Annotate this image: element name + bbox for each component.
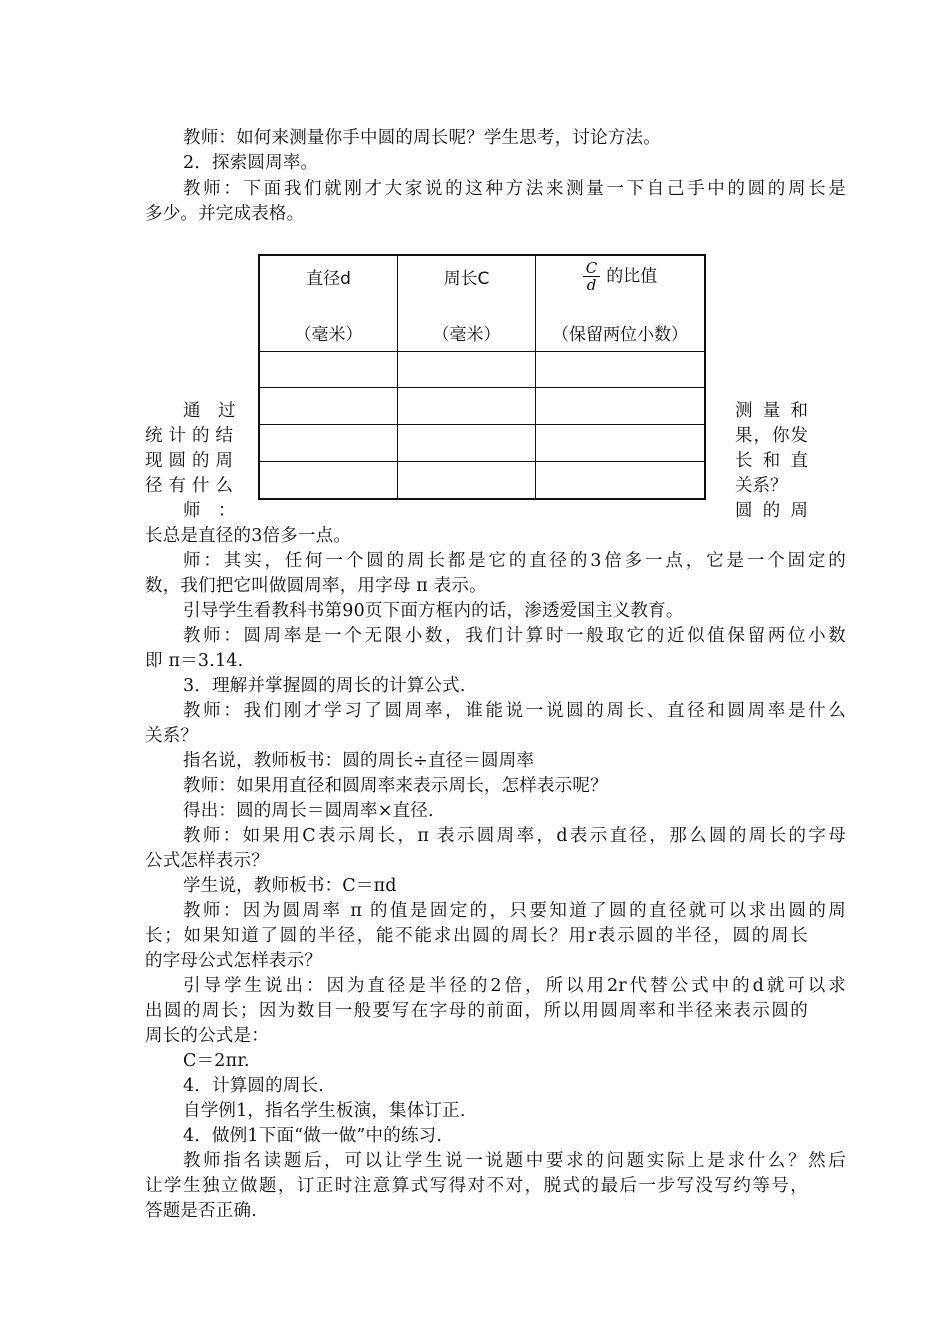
section-heading: 4．计算圆的周长. [183, 1076, 324, 1096]
header-label: 周长C [443, 269, 490, 289]
paragraph-line: 引导学生说出：因为直径是半径的2倍，所以用2r代替公式中的d就可以求 [183, 976, 846, 996]
fraction-denominator: d [586, 276, 597, 294]
side-text-left: 现圆的周 [145, 451, 233, 471]
table-cell [259, 425, 398, 462]
section-heading: 4．做例1下面“做一做”中的练习. [183, 1126, 443, 1146]
paragraph-line: 得出：圆的周长＝圆周率×直径. [183, 801, 434, 821]
paragraph-line: 数，我们把它叫做圆周率，用字母 π 表示。 [145, 576, 487, 596]
table-cell [536, 425, 706, 462]
paragraph-line: 出圆的周长；因为数目一般要写在字母的前面，所以用圆周率和半径来表示圆的 [145, 1001, 808, 1021]
table-cell [536, 388, 706, 425]
table-cell [536, 462, 706, 500]
measurement-table [258, 254, 706, 500]
paragraph-line: 教师：圆周率是一个无限小数，我们计算时一般取它的近似值保留两位小数 [183, 626, 846, 646]
paragraph-line: 教师指名读题后，可以让学生说一说题中要求的问题实际上是求什么？然后 [183, 1151, 846, 1171]
fraction-numerator: C [583, 260, 600, 277]
side-text-right: 圆 的 周 [735, 501, 808, 521]
side-text-left: 径有什么 [145, 476, 233, 496]
table-header-circumference [398, 255, 536, 352]
table-header-ratio [536, 255, 706, 352]
paragraph-line: 长；如果知道了圆的半径，能不能求出圆的周长？用r表示圆的半径，圆的周长 [145, 926, 808, 946]
side-text-right: 关系？ [735, 476, 788, 496]
section-heading: 3．理解并掌握圆的周长的计算公式. [183, 676, 466, 696]
table-cell [398, 352, 536, 388]
table-cell [398, 388, 536, 425]
paragraph-line: 教师：如果用C表示周长，π 表示圆周率，d表示直径，那么圆的周长的字母 [183, 826, 846, 846]
paragraph-line: 教师：如果用直径和圆周率来表示周长，怎样表示呢？ [183, 776, 608, 796]
paragraph-line: 让学生独立做题，订正时注意算式写得对不对，脱式的最后一步写没写约等号， [145, 1176, 808, 1196]
paragraph-line: 多少。并完成表格。 [145, 204, 305, 224]
paragraph-line: 教师：下面我们就刚才大家说的这种方法来测量一下自己手中的圆的周长是 [183, 179, 846, 199]
table-cell [259, 462, 398, 500]
header-unit: （毫米） [432, 325, 501, 345]
header-unit: （毫米） [294, 325, 363, 345]
paragraph-line: 答题是否正确. [145, 1201, 257, 1221]
side-text-left: 师 ： [183, 501, 236, 521]
paragraph-line: 学生说，教师板书：C＝πd [183, 876, 397, 896]
header-label: 直径d [306, 269, 351, 289]
side-text-left: 通 过 [183, 401, 236, 421]
table-header-diameter [259, 255, 398, 352]
side-text-right: 测 量 和 [735, 401, 808, 421]
table-cell [259, 388, 398, 425]
table-cell [259, 352, 398, 388]
paragraph-line: 教师：我们刚才学习了圆周率，谁能说一说圆的周长、直径和圆周率是什么 [183, 701, 846, 721]
paragraph-line: 关系？ [145, 726, 199, 746]
table-cell [536, 352, 706, 388]
paragraph-line: 引导学生看教科书第90页下面方框内的话，渗透爱国主义教育。 [183, 601, 684, 621]
paragraph-line: 即 π＝3.14. [145, 651, 244, 671]
paragraph-line: 教师：如何来测量你手中圆的周长呢？学生思考，讨论方法。 [183, 128, 661, 148]
paragraph-line: 教师：因为圆周率 π 的值是固定的，只要知道了圆的直径就可以求出圆的周 [183, 901, 846, 921]
side-text-right: 果，你发 [735, 426, 808, 446]
header-unit: （保留两位小数） [552, 325, 688, 345]
formula-line: C＝2πr. [183, 1051, 250, 1071]
paragraph-line: 周长的公式是： [145, 1026, 269, 1046]
table-cell [398, 425, 536, 462]
section-heading: 2．探索圆周率。 [183, 153, 319, 173]
paragraph-line: 公式怎样表示？ [145, 851, 269, 871]
table-cell [398, 462, 536, 500]
header-label: 的比值 [606, 266, 658, 287]
side-text-right: 长 和 直 [735, 451, 808, 471]
ratio-label [536, 260, 704, 293]
paragraph-line: 师：其实，任何一个圆的周长都是它的直径的3倍多一点，它是一个固定的 [183, 551, 846, 571]
ratio-fraction [583, 260, 600, 293]
paragraph-line: 指名说，教师板书：圆的周长÷直径＝圆周率 [183, 751, 535, 771]
side-text-left: 统计的结 [145, 426, 233, 446]
paragraph-line: 长总是直径的3倍多一点。 [145, 526, 352, 546]
paragraph-line: 自学例1，指名学生板演，集体订正. [183, 1101, 466, 1121]
paragraph-line: 的字母公式怎样表示？ [145, 951, 322, 971]
